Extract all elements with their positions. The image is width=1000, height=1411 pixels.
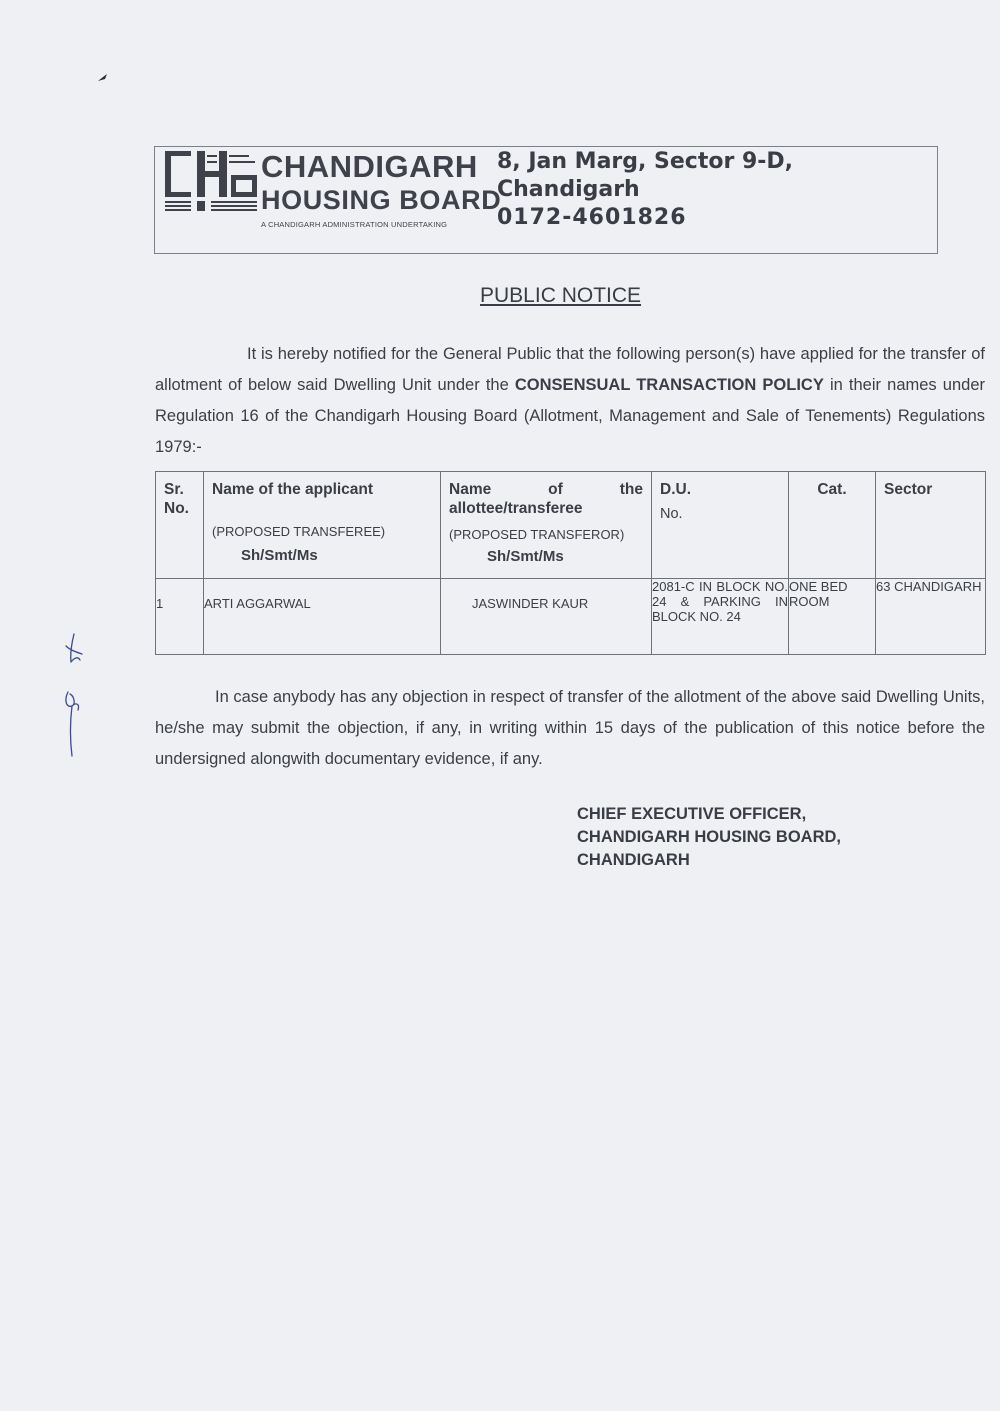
header-allottee-label: allottee/transferee <box>449 500 583 517</box>
cell-du-no: 2081-C IN BLOCK NO. 24 & PARKING IN BLOCK NO. 24 <box>652 579 789 655</box>
cell-applicant: ARTI AGGARWAL <box>204 579 441 655</box>
header-sr-label: Sr. <box>164 481 184 498</box>
intro-text-part2: in their names under Regulation 16 of the Chandigarh Housing Board (Allotment, Management and Sale of Tenements) Regulations 1979:- <box>155 376 985 456</box>
header-allottee-word3: the <box>619 481 643 498</box>
header-sr-no <box>156 472 204 579</box>
header-sector <box>876 472 986 579</box>
intro-text-part1: It is hereby notified for the General Public that the following person(s) have applied for the transfer of allotment of below said Dwelling Unit under the <box>155 345 985 394</box>
header-allottee-sub: (PROPOSED TRANSFEROR) <box>449 527 625 542</box>
header-applicant <box>204 472 441 579</box>
header-allottee <box>441 472 652 579</box>
header-allottee-sh: Sh/Smt/Ms <box>487 548 564 565</box>
cell-sector: 63 CHANDIGARH <box>876 579 986 655</box>
header-no-label: No. <box>164 500 189 517</box>
signature-block <box>577 803 841 872</box>
cell-allottee: JASWINDER KAUR <box>441 579 652 655</box>
table-header-row <box>156 472 986 579</box>
signature-line-3: CHANDIGARH <box>577 851 690 869</box>
header-cat-label: Cat. <box>817 481 847 498</box>
header-sector-label: Sector <box>884 481 933 498</box>
handwritten-initials <box>58 632 98 762</box>
header-applicant-label: Name of the applicant <box>212 481 374 498</box>
cell-cat: ONE BED ROOM <box>789 579 876 655</box>
header-applicant-sub: (PROPOSED TRANSFEREE) <box>212 524 386 539</box>
logo-tagline: A CHANDIGARH ADMINISTRATION UNDERTAKING <box>261 220 448 229</box>
phone-number: 0172-4601826 <box>497 205 687 230</box>
header-applicant-sh: Sh/Smt/Ms <box>241 547 318 564</box>
objection-paragraph: In case anybody has any objection in respect of transfer of the allotment of the above said Dwelling Units, he/she may submit the objection, if any, in writing within 15 days of the publication of this notice before the undersigned alongwith documentary evidence, if any. <box>155 688 985 768</box>
header-du-label: D.U. <box>660 481 691 498</box>
intro-paragraph <box>155 339 985 463</box>
address-line-2: Chandigarh <box>497 177 640 202</box>
page-title: PUBLIC NOTICE <box>480 284 642 307</box>
header-allottee-word1: Name <box>449 481 492 498</box>
chb-logo-icon <box>165 151 257 213</box>
cell-sr: 1 <box>156 579 204 655</box>
header-du-no-label: No. <box>660 506 683 522</box>
header-allottee-word2: of <box>548 481 563 498</box>
address-line-1: 8, Jan Marg, Sector 9-D, <box>497 149 794 174</box>
header-du-no <box>652 472 789 579</box>
table-row <box>156 579 986 655</box>
header-cat <box>789 472 876 579</box>
ink-speck <box>96 72 110 84</box>
letterhead <box>154 146 938 254</box>
transfer-table <box>155 471 986 655</box>
logo-title: CHANDIGARH <box>261 149 478 184</box>
logo-subtitle: HOUSING BOARD <box>261 185 502 215</box>
policy-name: CONSENSUAL TRANSACTION POLICY <box>514 376 824 394</box>
signature-line-1: CHIEF EXECUTIVE OFFICER, <box>577 805 807 823</box>
signature-line-2: CHANDIGARH HOUSING BOARD, <box>577 828 841 846</box>
